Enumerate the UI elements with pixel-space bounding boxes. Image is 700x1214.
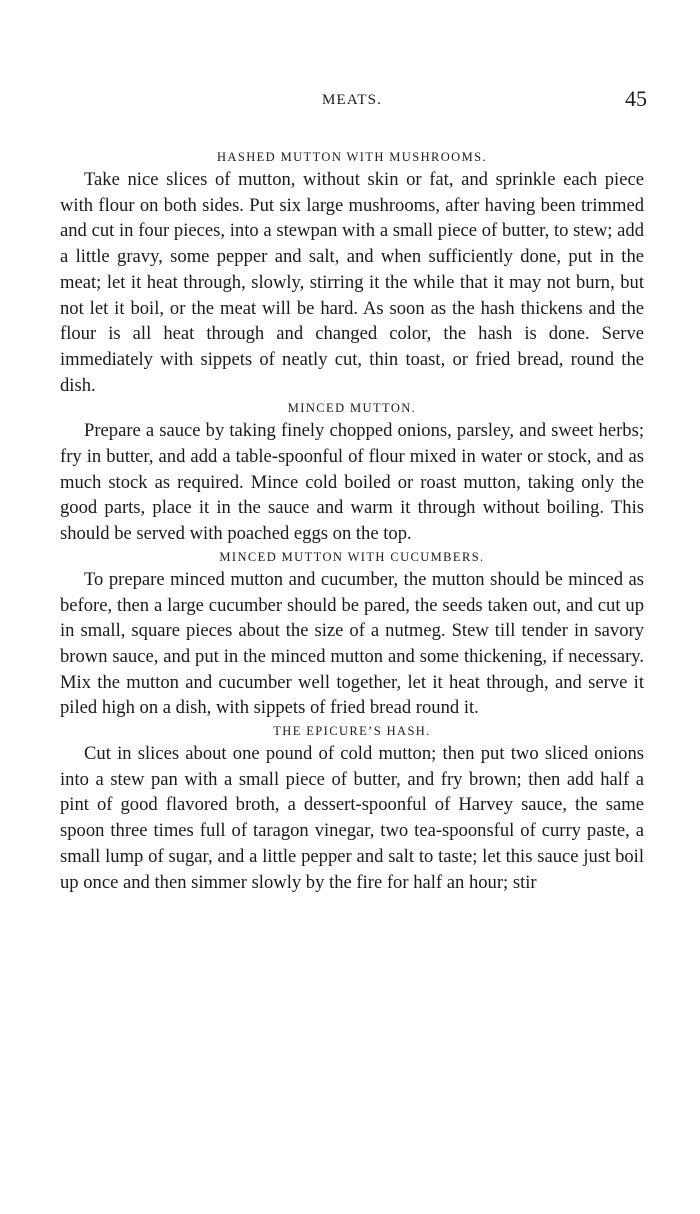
section-body: To prepare minced mutton and cucumber, the mutton should be minced as before, then a large cucumber should be pared, the seeds taken out, and cut up in small, square pieces about the size of a nutmeg. Stew till tender in savory brown sauce, and put in the minced mutton and some thickening, if necessary. Mix the mutton and cucumber well together, let it heat through, and serve it piled high on a dish, with sippets of fried bread round it.: [60, 568, 644, 719]
section-body: Take nice slices of mutton, without skin or fat, and sprinkle each piece with flour on both sides. Put six large mushrooms, after having been trimmed and cut in four pieces, into a stewpan with a small piece of butter, to stew; add a little gravy, some pepper and salt, and when sufficiently done, put in the meat; let it heat through, slowly, stirring it the while that it may not burn, but not let it boil, or the meat will be hard. As soon as the hash thickens and the flour is all heat through and changed color, the hash is done. Serve immediately with sippets of neatly cut, thin toast, or fried bread, round the dish.: [60, 169, 644, 396]
section-heading: HASHED MUTTON WITH MUSHROOMS.: [216, 150, 487, 164]
section-body: Cut in slices about one pound of cold mutton; then put two sliced onions into a stew pan with a small piece of butter, and fry brown; then add half a pint of good flavored broth, a dessert-spoonful of Harvey sauce, the same spoon three times full of taragon vinegar, two tea-spoonsful of curry paste, a small lump of sugar, and a little pepper and salt to taste; let this sauce just boil up once and then simmer slowly by the fire for half an hour; stir: [60, 743, 644, 893]
running-head: [60, 86, 647, 118]
running-title: MEATS.: [321, 92, 383, 108]
page-number: 45: [625, 86, 647, 111]
section-body: Prepare a sauce by taking finely chopped onions, parsley, and sweet herbs; fry in butter, and add a table-spoonful of flour mixed in water or stock, and as much stock as required. Mince cold boiled or roast mutton, taking only the good parts, place it in the sauce and warm it through without boiling. This should be served with poached eggs on the top.: [60, 420, 644, 545]
section-heading: THE EPICURE’S HASH.: [273, 724, 431, 739]
section-heading: MINCED MUTTON.: [287, 401, 417, 416]
page-content: [60, 147, 644, 895]
section-heading: MINCED MUTTON WITH CUCUMBERS.: [219, 549, 485, 564]
